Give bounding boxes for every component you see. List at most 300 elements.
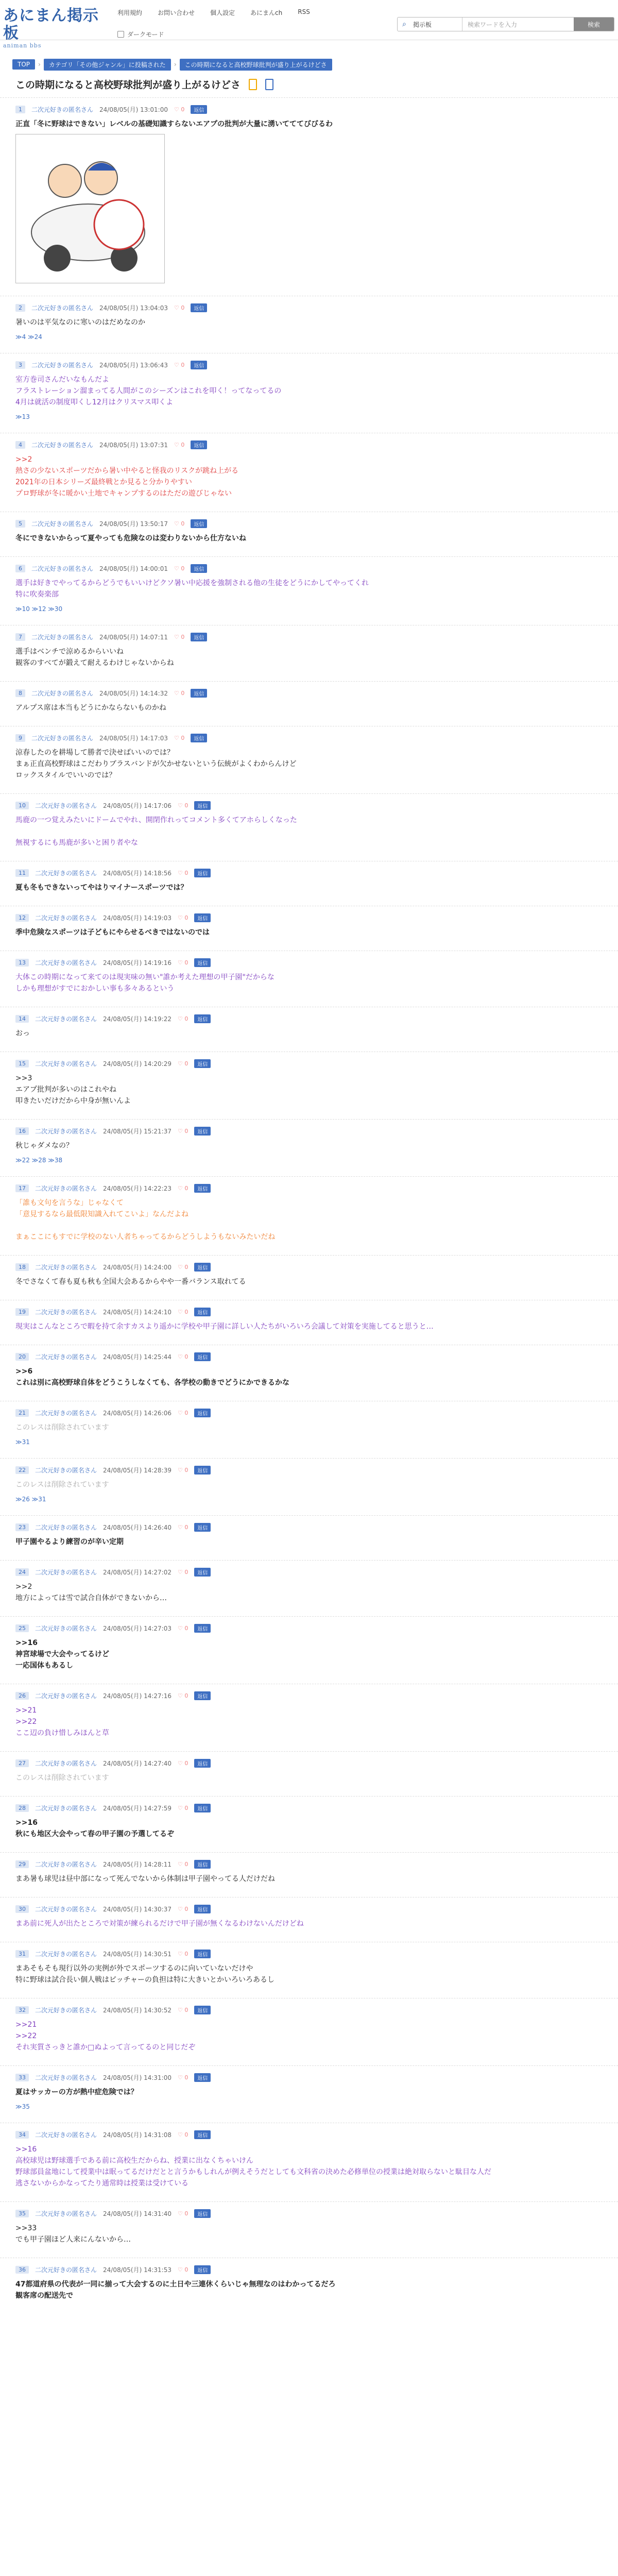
post-meta [15,1408,603,1418]
post-item [0,1852,618,1897]
post-meta [15,957,603,968]
checkbox-icon[interactable] [117,31,124,38]
post-body: このレスは削除されています [15,1774,109,1782]
post-body: まあ暑も球児は昼中部になって死んでないから体制は甲子園やってる人だけだね [15,1875,275,1883]
dark-mode-toggle[interactable] [117,30,164,39]
post-item [0,1007,618,1052]
heart-icon: ♡ [177,1127,183,1134]
poster-name: 二次元好きの匿名さん [35,1905,97,1913]
post-item [0,1796,618,1852]
poster-name: 二次元好きの匿名さん [35,1184,97,1192]
heart-icon: ♡ [177,1409,183,1416]
poster-name: 二次元好きの匿名さん [31,361,94,369]
breadcrumb-category[interactable]: カテゴリ「その他ジャンル」に投稿された [44,59,171,71]
heart-icon: ♡ [177,1759,183,1767]
reply-button[interactable]: 返信 [194,1014,211,1023]
post-body: 大体この時期になって来てのは現実味の無い"誰か考えた理想の甲子園"だからな しかも理想がすでにおかしい事も多々あるという [15,973,274,993]
post-item [0,793,618,861]
post-body: このレスは削除されています [15,1423,109,1432]
post-number[interactable]: 4 [15,441,25,449]
post-number[interactable]: 36 [15,2266,29,2274]
post-number[interactable]: 21 [15,1409,29,1417]
like-value: 0 [184,2210,188,2217]
reply-button[interactable]: 返信 [194,913,211,922]
post-number[interactable]: 16 [15,1127,29,1135]
post-number[interactable]: 32 [15,2006,29,2014]
post-meta [15,1013,603,1024]
post-number[interactable]: 30 [15,1905,29,1913]
post-body: 涼春したのを耕場して勝者で決せばいいのでは？ まぁ正直高校野球はこだわりブラスバンドが欠かせないという伝統がよくわからんけど ロックスタイルでいいのでは？ [15,749,297,779]
post-number[interactable]: 23 [15,1523,29,1531]
post-meta [15,2005,603,2015]
post-number[interactable]: 14 [15,1015,29,1023]
poster-name: 二次元好きの匿名さん [35,959,97,967]
reply-refs[interactable]: ≫10 ≫12 ≫30 [15,605,63,613]
thread-title-bar [0,71,618,97]
like-value: 0 [184,914,188,921]
post-item [0,2123,618,2201]
post-number[interactable]: 22 [15,1466,29,1474]
nav-contact[interactable]: お問い合わせ [158,9,195,16]
post-date: 24/08/05(月) 14:22:23 [103,1184,171,1192]
post-number[interactable]: 10 [15,802,29,809]
post-body: 夏も冬もできないってやはりマイナースポーツでは？ [15,884,188,892]
reply-button[interactable]: 返信 [194,1127,211,1136]
like-value: 0 [184,1905,188,1912]
post-meta [15,1904,603,1914]
like-value: 0 [184,1353,188,1360]
chevron-right-icon: › [38,61,41,68]
reply-button[interactable]: 返信 [194,2073,211,2082]
reply-refs[interactable]: ≫35 [15,2103,30,2110]
post-number[interactable]: 31 [15,1950,29,1958]
like-count[interactable] [174,304,184,311]
search-bar [397,17,614,31]
post-body: >>16 神宮球場で大会やってるけど 一応国体もあるし [15,1639,109,1670]
reply-button[interactable]: 返信 [191,633,207,641]
post-item [0,1458,618,1515]
poster-name: 二次元好きの匿名さん [31,441,94,449]
bookmark-icon[interactable] [249,79,257,90]
reply-button[interactable]: 返信 [191,564,207,573]
post-number[interactable]: 26 [15,1692,29,1700]
post-item [0,1942,618,1998]
post-list [0,97,618,2314]
post-body: まあ前に死人が出たところで対策が練られるだけで甲子園が無くなるわけないんだけどね [15,1920,304,1928]
search-icon: ⌕ [402,20,406,28]
post-date: 24/08/05(月) 14:20:29 [103,1060,171,1067]
poster-name: 二次元好きの匿名さん [35,1692,97,1700]
post-number[interactable]: 24 [15,1568,29,1576]
like-count[interactable] [178,1264,188,1270]
poster-name: 二次元好きの匿名さん [35,2074,97,2081]
like-count[interactable] [178,1760,188,1767]
dark-mode-label: ダークモード [127,31,164,38]
like-value: 0 [181,106,185,113]
nav-settings[interactable]: 個人設定 [210,9,235,16]
reply-button[interactable]: 返信 [191,303,207,312]
reply-button[interactable]: 返信 [194,1308,211,1316]
like-count[interactable] [178,2007,188,2013]
post-date: 24/08/05(月) 13:06:43 [99,361,168,369]
like-value: 0 [184,2131,188,2138]
reply-button[interactable]: 返信 [191,519,207,528]
poster-name: 二次元好きの匿名さん [31,304,94,312]
post-meta [15,2264,603,2275]
like-count[interactable] [178,802,188,809]
post-date: 24/08/05(月) 14:19:16 [103,959,171,967]
like-value: 0 [184,1624,188,1632]
reply-button[interactable]: 返信 [194,1860,211,1869]
post-meta [15,1126,603,1136]
top-nav [117,8,310,17]
heart-icon: ♡ [177,1692,183,1699]
post-body: >>33 でも甲子園ほど人来にんないから… [15,2224,131,2244]
like-value: 0 [184,2006,188,2013]
post-date: 24/08/05(月) 14:24:10 [103,1308,171,1316]
heart-icon: ♡ [174,633,179,640]
like-count[interactable] [174,690,184,697]
post-number[interactable]: 18 [15,1263,29,1271]
post-number[interactable]: 34 [15,2131,29,2139]
reply-button[interactable]: 返信 [194,958,211,967]
like-count[interactable] [174,735,184,741]
reply-refs[interactable]: ≫4 ≫24 [15,333,42,341]
poster-name: 二次元好きの匿名さん [35,1466,97,1474]
like-count[interactable] [178,2266,188,2273]
reply-refs[interactable]: ≫13 [15,413,30,420]
heart-icon: ♡ [177,1804,183,1811]
reply-button[interactable]: 返信 [194,1523,211,1532]
post-meta [15,1351,603,1362]
nav-rss[interactable]: RSS [298,8,310,15]
reply-refs[interactable]: ≫22 ≫28 ≫38 [15,1157,63,1164]
poster-name: 二次元好きの匿名さん [35,2006,97,2014]
post-number[interactable]: 33 [15,2074,29,2081]
like-value: 0 [184,1950,188,1957]
nav-animanch[interactable]: あにまんch [250,9,283,16]
post-date: 24/08/05(月) 14:31:08 [103,2131,171,2139]
post-date: 24/08/05(月) 14:31:40 [103,2210,171,2217]
post-body: >>6 これは別に高校野球自体をどうこうしなくても、各学校の動きでどうにかできるかな [15,1367,289,1387]
post-number[interactable]: 9 [15,734,25,742]
like-value: 0 [181,520,185,527]
post-body: 「誰も文句を言うな」じゃなくて 「意見するなら最低限知識入れてこいよ」なんだよね まぁここにもすでに学校のない人者ちゃってるからどうしようもないみたいだね [15,1199,276,1241]
like-value: 0 [184,959,188,966]
like-count[interactable] [178,1625,188,1632]
heart-icon: ♡ [177,869,183,876]
post-item [0,625,618,681]
site-logo[interactable] [3,7,111,49]
like-count[interactable] [178,1569,188,1575]
post-body: 季中危険なスポーツは子どもにやらせるべきではないのでは [15,928,210,937]
post-meta [15,688,603,698]
like-value: 0 [181,734,185,741]
like-count[interactable] [174,362,184,368]
poster-name: 二次元好きの匿名さん [35,1860,97,1868]
post-number[interactable]: 12 [15,914,29,922]
poster-name: 二次元好きの匿名さん [35,1015,97,1023]
post-body: >>21 >>22 それ実質さっきと誰か□ぬよって言ってるのと同じだぞ [15,2021,196,2052]
post-meta [15,1058,603,1069]
like-count[interactable] [178,1185,188,1192]
post-body: 選手はベンチで涼めるからいいね 観客のすべてが鍛えて耐えるわけじゃないからね [15,648,174,667]
post-body: このレスは削除されています [15,1481,109,1489]
reply-button[interactable]: 返信 [191,734,207,742]
share-icon[interactable] [265,79,273,90]
like-count[interactable] [178,1410,188,1416]
like-value: 0 [181,441,185,448]
search-input[interactable]: 検索ワードを入力 [468,21,518,28]
reply-button[interactable]: 返信 [194,869,211,877]
post-date: 24/08/05(月) 14:18:56 [103,869,171,877]
post-item [0,951,618,1007]
poster-name: 二次元好きの匿名さん [35,2131,97,2139]
heart-icon: ♡ [177,1353,183,1360]
logo-subtext: animan bbs [3,42,42,49]
like-count[interactable] [174,634,184,640]
post-item [0,1897,618,1942]
post-item [0,906,618,951]
reply-button[interactable]: 返信 [194,2209,211,2218]
like-value: 0 [184,1308,188,1315]
like-value: 0 [184,1409,188,1416]
post-number[interactable]: 3 [15,361,25,369]
like-value: 0 [184,1060,188,1067]
post-body: 冬でさなくて春も夏も秋も全国大会あるからやや一番バランス取れてる [15,1278,246,1286]
like-count[interactable] [178,2131,188,2138]
like-count[interactable] [178,1805,188,1811]
heart-icon: ♡ [177,1184,183,1192]
post-date: 24/08/05(月) 14:19:03 [103,914,171,922]
post-item [0,1751,618,1796]
post-date: 24/08/05(月) 13:01:00 [99,106,168,113]
post-meta [15,1758,603,1768]
post-date: 24/08/05(月) 13:50:17 [99,520,168,528]
like-value: 0 [184,1184,188,1192]
like-value: 0 [184,2266,188,2273]
reply-button[interactable]: 返信 [191,689,207,698]
post-item [0,1515,618,1560]
reply-button[interactable]: 返信 [191,361,207,369]
post-item [0,353,618,433]
heart-icon: ♡ [174,565,179,572]
logo-text: あにまん掲示板 [3,7,99,42]
post-number[interactable]: 1 [15,106,25,113]
post-item [0,2258,618,2314]
post-meta [15,1465,603,1475]
like-count[interactable] [178,2210,188,2217]
heart-icon: ♡ [177,2006,183,2013]
like-count[interactable] [178,2074,188,2081]
post-meta [15,104,603,114]
search-scope-select[interactable]: 掲示板 [411,18,462,31]
post-item [0,1119,618,1176]
reply-button[interactable]: 返信 [194,1263,211,1272]
post-number[interactable]: 25 [15,1624,29,1632]
poster-name: 二次元好きの匿名さん [35,1804,97,1812]
poster-name: 二次元好きの匿名さん [35,1950,97,1958]
like-value: 0 [184,2074,188,2081]
post-body: 現実はこんなところで暇を持て余すカスより遥かに学校や甲子園に詳しい人たちがいろいろ会議して対策を実施してると思うと… [15,1323,434,1331]
heart-icon: ♡ [177,2074,183,2081]
post-number[interactable]: 13 [15,959,29,967]
heart-icon: ♡ [177,1060,183,1067]
reply-button[interactable]: 返信 [194,1409,211,1417]
reply-button[interactable]: 返信 [194,1059,211,1068]
like-value: 0 [184,1523,188,1531]
post-date: 24/08/05(月) 13:04:03 [99,304,168,312]
reply-button[interactable]: 返信 [194,1568,211,1577]
reply-refs[interactable]: ≫26 ≫31 [15,1496,46,1503]
post-number[interactable]: 6 [15,565,25,572]
post-number[interactable]: 35 [15,2210,29,2217]
heart-icon: ♡ [177,959,183,966]
like-count[interactable] [178,1951,188,1957]
reply-button[interactable]: 返信 [194,2130,211,2139]
post-number[interactable]: 20 [15,1353,29,1361]
breadcrumb-top[interactable]: TOP [12,59,35,70]
like-count[interactable] [178,959,188,966]
post-meta [15,2208,603,2218]
post-meta [15,1690,603,1701]
heart-icon: ♡ [174,304,179,311]
post-number[interactable]: 7 [15,633,25,641]
like-count[interactable] [178,1906,188,1912]
heart-icon: ♡ [174,441,179,448]
reply-button[interactable]: 返信 [194,2006,211,2014]
reply-button[interactable]: 返信 [194,1184,211,1193]
like-count[interactable] [178,1692,188,1699]
post-number[interactable]: 2 [15,304,25,312]
reply-button[interactable]: 返信 [194,1691,211,1700]
post-date: 24/08/05(月) 14:31:00 [103,2074,171,2081]
poster-name: 二次元好きの匿名さん [35,1568,97,1576]
post-date: 24/08/05(月) 14:24:00 [103,1263,171,1271]
post-number[interactable]: 19 [15,1308,29,1316]
heart-icon: ♡ [177,1624,183,1632]
poster-name: 二次元好きの匿名さん [35,869,97,877]
reply-button[interactable]: 返信 [194,2265,211,2274]
post-number[interactable]: 27 [15,1759,29,1767]
reply-button[interactable]: 返信 [194,1352,211,1361]
post-date: 24/08/05(月) 14:30:51 [103,1950,171,1958]
heart-icon: ♡ [177,1860,183,1868]
post-meta [15,868,603,878]
site-header [0,0,618,49]
reply-button[interactable]: 返信 [194,1759,211,1768]
like-value: 0 [184,1692,188,1699]
post-date: 24/08/05(月) 14:30:52 [103,2006,171,2014]
like-value: 0 [181,689,185,697]
post-item [0,2201,618,2258]
like-count[interactable] [178,1467,188,1473]
heart-icon: ♡ [177,1905,183,1912]
poster-name: 二次元好きの匿名さん [35,1060,97,1067]
reply-button[interactable]: 返信 [194,1804,211,1812]
reply-button[interactable]: 返信 [194,1905,211,1913]
reply-button[interactable]: 返信 [194,1950,211,1958]
like-count[interactable] [178,1309,188,1315]
post-number[interactable]: 8 [15,689,25,697]
post-date: 24/08/05(月) 14:26:06 [103,1409,171,1417]
like-count[interactable] [174,520,184,527]
like-count[interactable] [178,1015,188,1022]
post-number[interactable]: 28 [15,1804,29,1812]
post-item [0,681,618,726]
like-count[interactable] [178,1524,188,1531]
poster-name: 二次元好きの匿名さん [31,689,94,697]
poster-name: 二次元好きの匿名さん [35,1127,97,1135]
reply-button[interactable]: 返信 [194,801,211,810]
poster-name: 二次元好きの匿名さん [35,914,97,922]
post-item [0,1616,618,1684]
poster-name: 二次元好きの匿名さん [31,565,94,572]
reply-refs[interactable]: ≫31 [15,1438,30,1446]
like-count[interactable] [178,870,188,876]
post-number[interactable]: 17 [15,1184,29,1192]
post-date: 24/08/05(月) 14:19:22 [103,1015,171,1023]
like-count[interactable] [174,565,184,572]
like-count[interactable] [174,442,184,448]
post-date: 24/08/05(月) 14:27:40 [103,1759,171,1767]
post-date: 24/08/05(月) 14:14:32 [99,689,168,697]
like-count[interactable] [178,1060,188,1067]
post-body: 暑いのは平気なのに寒いのはだめなのか [15,318,145,327]
heart-icon: ♡ [177,2131,183,2138]
like-count[interactable] [178,1353,188,1360]
post-body: >>2 熱さの少ないスポーツだから暑い中やると怪我のリスクが跳ね上がる 2021年の日本シリーズ最終戦とか見ると分かりやすい プロ野球が冬に暖かい土地でキャンプするのはただの遊びじゃない [15,455,239,498]
search-button[interactable]: 検索 [574,18,614,31]
chevron-right-icon: › [174,61,177,68]
reply-button[interactable]: 返信 [191,105,207,114]
post-date: 24/08/05(月) 15:21:37 [103,1127,171,1135]
post-date: 24/08/05(月) 13:07:31 [99,441,168,449]
breadcrumb-thread[interactable]: この時期になると高校野球批判が盛り上がるけどさ [180,59,332,71]
like-count[interactable] [174,106,184,113]
post-meta [15,1948,603,1959]
post-illustration[interactable] [15,134,165,283]
reply-button[interactable]: 返信 [194,1624,211,1633]
like-count[interactable] [178,1128,188,1134]
post-date: 24/08/05(月) 14:25:44 [103,1353,171,1361]
post-body: 冬にできないからって夏やっても危険なのは変わりないから仕方ないね [15,534,246,543]
post-date: 24/08/05(月) 14:07:11 [99,633,168,641]
post-body: 秋じゃダメなの？ [15,1142,73,1150]
post-meta [15,439,603,450]
heart-icon: ♡ [177,2266,183,2273]
post-body: 47都道府県の代表が一同に揃って大会するのに土日や三連休くらいじゃ無理なのはわかってるだろ 観客席の配送先で [15,2280,336,2300]
poster-name: 二次元好きの匿名さん [35,1759,97,1767]
post-meta [15,1567,603,1577]
poster-name: 二次元好きの匿名さん [35,1353,97,1361]
heart-icon: ♡ [174,520,179,527]
reply-button[interactable]: 返信 [191,440,207,449]
like-count[interactable] [178,1861,188,1868]
nav-terms[interactable]: 利用規約 [117,9,143,16]
post-number[interactable]: 15 [15,1060,29,1067]
post-meta [15,1307,603,1317]
post-number[interactable]: 5 [15,520,25,528]
post-item [0,556,618,625]
post-number[interactable]: 29 [15,1860,29,1868]
post-number[interactable]: 11 [15,869,29,877]
like-value: 0 [184,1759,188,1767]
like-count[interactable] [178,914,188,921]
heart-icon: ♡ [174,689,179,697]
heart-icon: ♡ [177,1263,183,1270]
reply-button[interactable]: 返信 [194,1466,211,1475]
